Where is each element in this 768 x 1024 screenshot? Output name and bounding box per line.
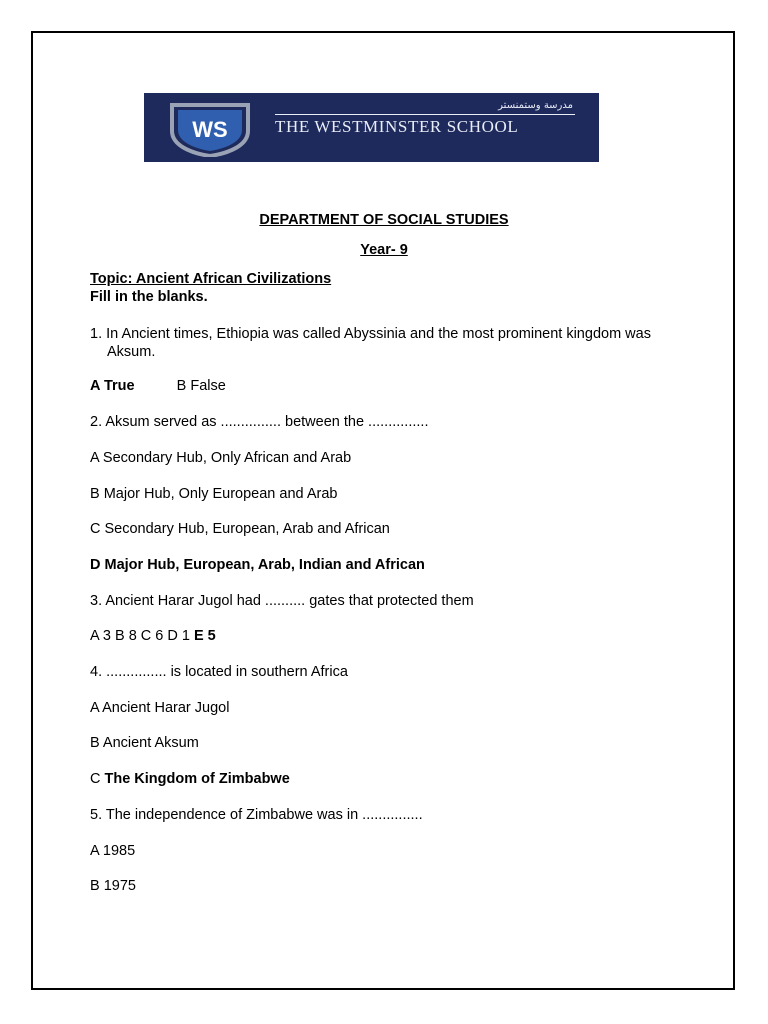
year-label: Year- 9 <box>360 242 408 258</box>
option: B Major Hub, Only European and Arab <box>90 486 338 502</box>
answer-option: D Major Hub, European, Arab, Indian and African <box>90 557 425 573</box>
question-4: 4. ............... is located in southern Africa <box>90 664 348 680</box>
option: B False <box>176 378 226 394</box>
page-border <box>31 31 735 990</box>
option: B 1975 <box>90 878 136 894</box>
option: C Secondary Hub, European, Arab and African <box>90 521 390 537</box>
option: B Ancient Aksum <box>90 735 199 751</box>
question-3-options <box>90 628 216 644</box>
question-3: 3. Ancient Harar Jugol had .......... gates that protected them <box>90 593 474 609</box>
option: A 1985 <box>90 843 136 859</box>
question-4-option-c <box>90 771 290 787</box>
instruction: Fill in the blanks. <box>90 289 208 305</box>
answer-option: A True <box>90 378 135 394</box>
option: A Ancient Harar Jugol <box>90 700 230 716</box>
school-crest-icon <box>168 101 252 157</box>
option-letter: C <box>90 771 105 787</box>
question-1-continued: Aksum. <box>107 344 156 360</box>
topic-heading: Topic: Ancient African Civilizations <box>90 271 332 287</box>
school-name-arabic: مدرسة وستمنستر <box>498 100 573 111</box>
option: A Secondary Hub, Only African and Arab <box>90 450 352 466</box>
banner-divider <box>275 114 575 115</box>
option: A 3 B 8 C 6 D 1 <box>90 628 194 644</box>
answer-option: The Kingdom of Zimbabwe <box>104 771 290 787</box>
answer-option: E 5 <box>193 628 216 644</box>
question-2: 2. Aksum served as ............... between the ............... <box>90 414 429 430</box>
question-1: 1. In Ancient times, Ethiopia was called Abyssinia and the most prominent kingdom was <box>90 326 651 342</box>
svg-text:WS: WS <box>192 117 228 142</box>
question-1-options <box>90 378 226 394</box>
school-name: THE WESTMINSTER SCHOOL <box>275 117 519 136</box>
department-title: DEPARTMENT OF SOCIAL STUDIES <box>259 212 509 228</box>
school-banner <box>144 93 599 162</box>
question-5: 5. The independence of Zimbabwe was in ............... <box>90 807 423 823</box>
